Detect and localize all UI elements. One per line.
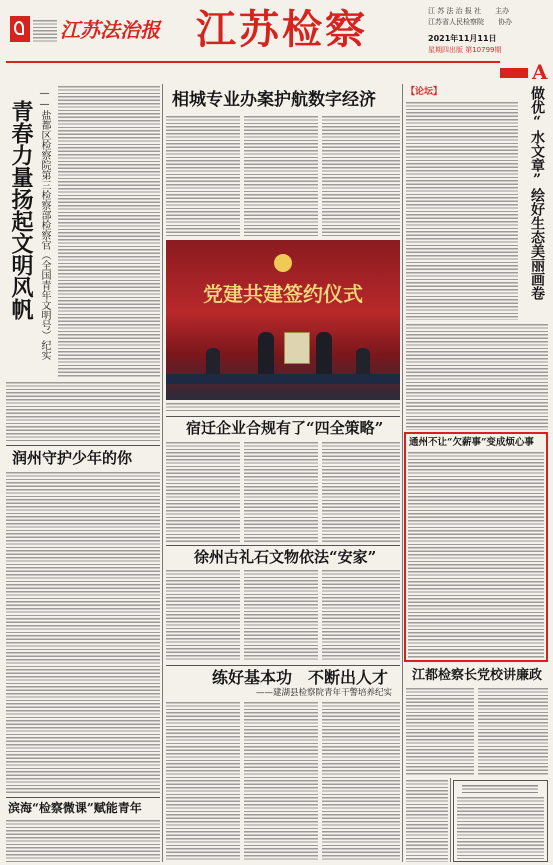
center-story4-headline: 练好基本功 不断出人才 (212, 668, 389, 687)
logo-text: 江苏法治报 (60, 18, 160, 42)
center-story2-body-col3 (322, 442, 400, 542)
center-story2-body-col2 (244, 442, 318, 542)
center-story3-body-col2 (244, 570, 318, 662)
bottom-info-box-title (462, 785, 538, 793)
logo-slogan (33, 20, 57, 42)
photo-banner-text: 党建共建签约仪式 (203, 282, 363, 306)
center-story4-subhead: ——建湖县检察院青年干警培养纪实 (256, 688, 393, 698)
page-marker-bar (500, 68, 528, 78)
left-story2-body (6, 472, 160, 794)
person-silhouette (316, 332, 332, 376)
forum-headline: 做优“水文章”绘好生态美丽画卷 (529, 86, 545, 300)
left-divider-1 (6, 445, 160, 446)
center-lead-body-col3 (322, 116, 400, 236)
right-story3-body-col1 (406, 688, 474, 776)
center-lead-body-col2 (244, 116, 318, 236)
center-story4-body-col3 (322, 702, 400, 862)
publisher-line-1: 江 苏 法 治 报 社 主办 (428, 7, 510, 15)
left-lead-body (58, 86, 160, 378)
center-story3-body-col3 (322, 570, 400, 662)
left-story2-headline: 润州守护少年的你 (12, 449, 133, 467)
news-photo (166, 240, 400, 400)
publisher-line-2: 江苏省人民检察院 协办 (428, 18, 512, 26)
center-divider-3 (166, 665, 400, 666)
center-story3-body-col1 (166, 570, 240, 662)
newspaper-logo-icon (10, 16, 30, 42)
center-story4-body-col2 (244, 702, 318, 862)
featured-story-headline: 通州不让“欠薪事”变成烦心事 (409, 437, 534, 448)
left-lead-subhead: ——盐都区检察院第三检察部检察官（全国青年文明号）纪实 (39, 88, 50, 360)
left-lead-body-continued (6, 382, 160, 442)
issue-number: 星期四出版 第10799期 (428, 46, 502, 54)
column-divider-bottom-right (450, 778, 451, 862)
section-title: 江苏检察 (196, 6, 368, 53)
right-story3-headline: 江都检察长党校讲廉政 (412, 668, 543, 683)
featured-story-body (408, 452, 544, 658)
left-story3-body (6, 820, 160, 862)
forum-body-continued (406, 324, 548, 430)
signing-table (166, 374, 400, 384)
center-lead-headline: 相城专业办案护航数字经济 (172, 90, 376, 110)
left-divider-2 (6, 797, 160, 798)
center-story2-body-col1 (166, 442, 240, 542)
column-divider-right (402, 84, 403, 862)
right-story3-body-continued (406, 780, 448, 862)
center-story3-headline: 徐州古礼石文物依法“安家” (194, 548, 377, 566)
column-divider-left (162, 84, 163, 862)
center-story2-headline: 宿迁企业合规有了“四全策略” (186, 419, 384, 437)
photo-caption (166, 403, 400, 412)
left-lead-headline: 青春力量扬起文明风帆 (8, 100, 34, 320)
center-lead-body-col1 (166, 116, 240, 236)
bottom-info-box-body (457, 797, 544, 859)
right-story3-body-col2 (478, 688, 548, 776)
center-divider-1 (166, 416, 400, 417)
forum-tag: 【论坛】 (406, 87, 443, 97)
party-emblem-icon (274, 254, 292, 272)
issue-date: 2021年11月11日 (428, 34, 497, 43)
person-silhouette (258, 332, 274, 376)
left-story3-headline: 滨海“检察微课”赋能青年 (8, 801, 142, 815)
center-story4-body-col1 (166, 702, 240, 862)
center-divider-2 (166, 545, 400, 546)
signing-plaque (284, 332, 310, 364)
masthead-rule (6, 61, 500, 63)
page-letter: A (532, 60, 548, 84)
forum-body (406, 102, 518, 320)
